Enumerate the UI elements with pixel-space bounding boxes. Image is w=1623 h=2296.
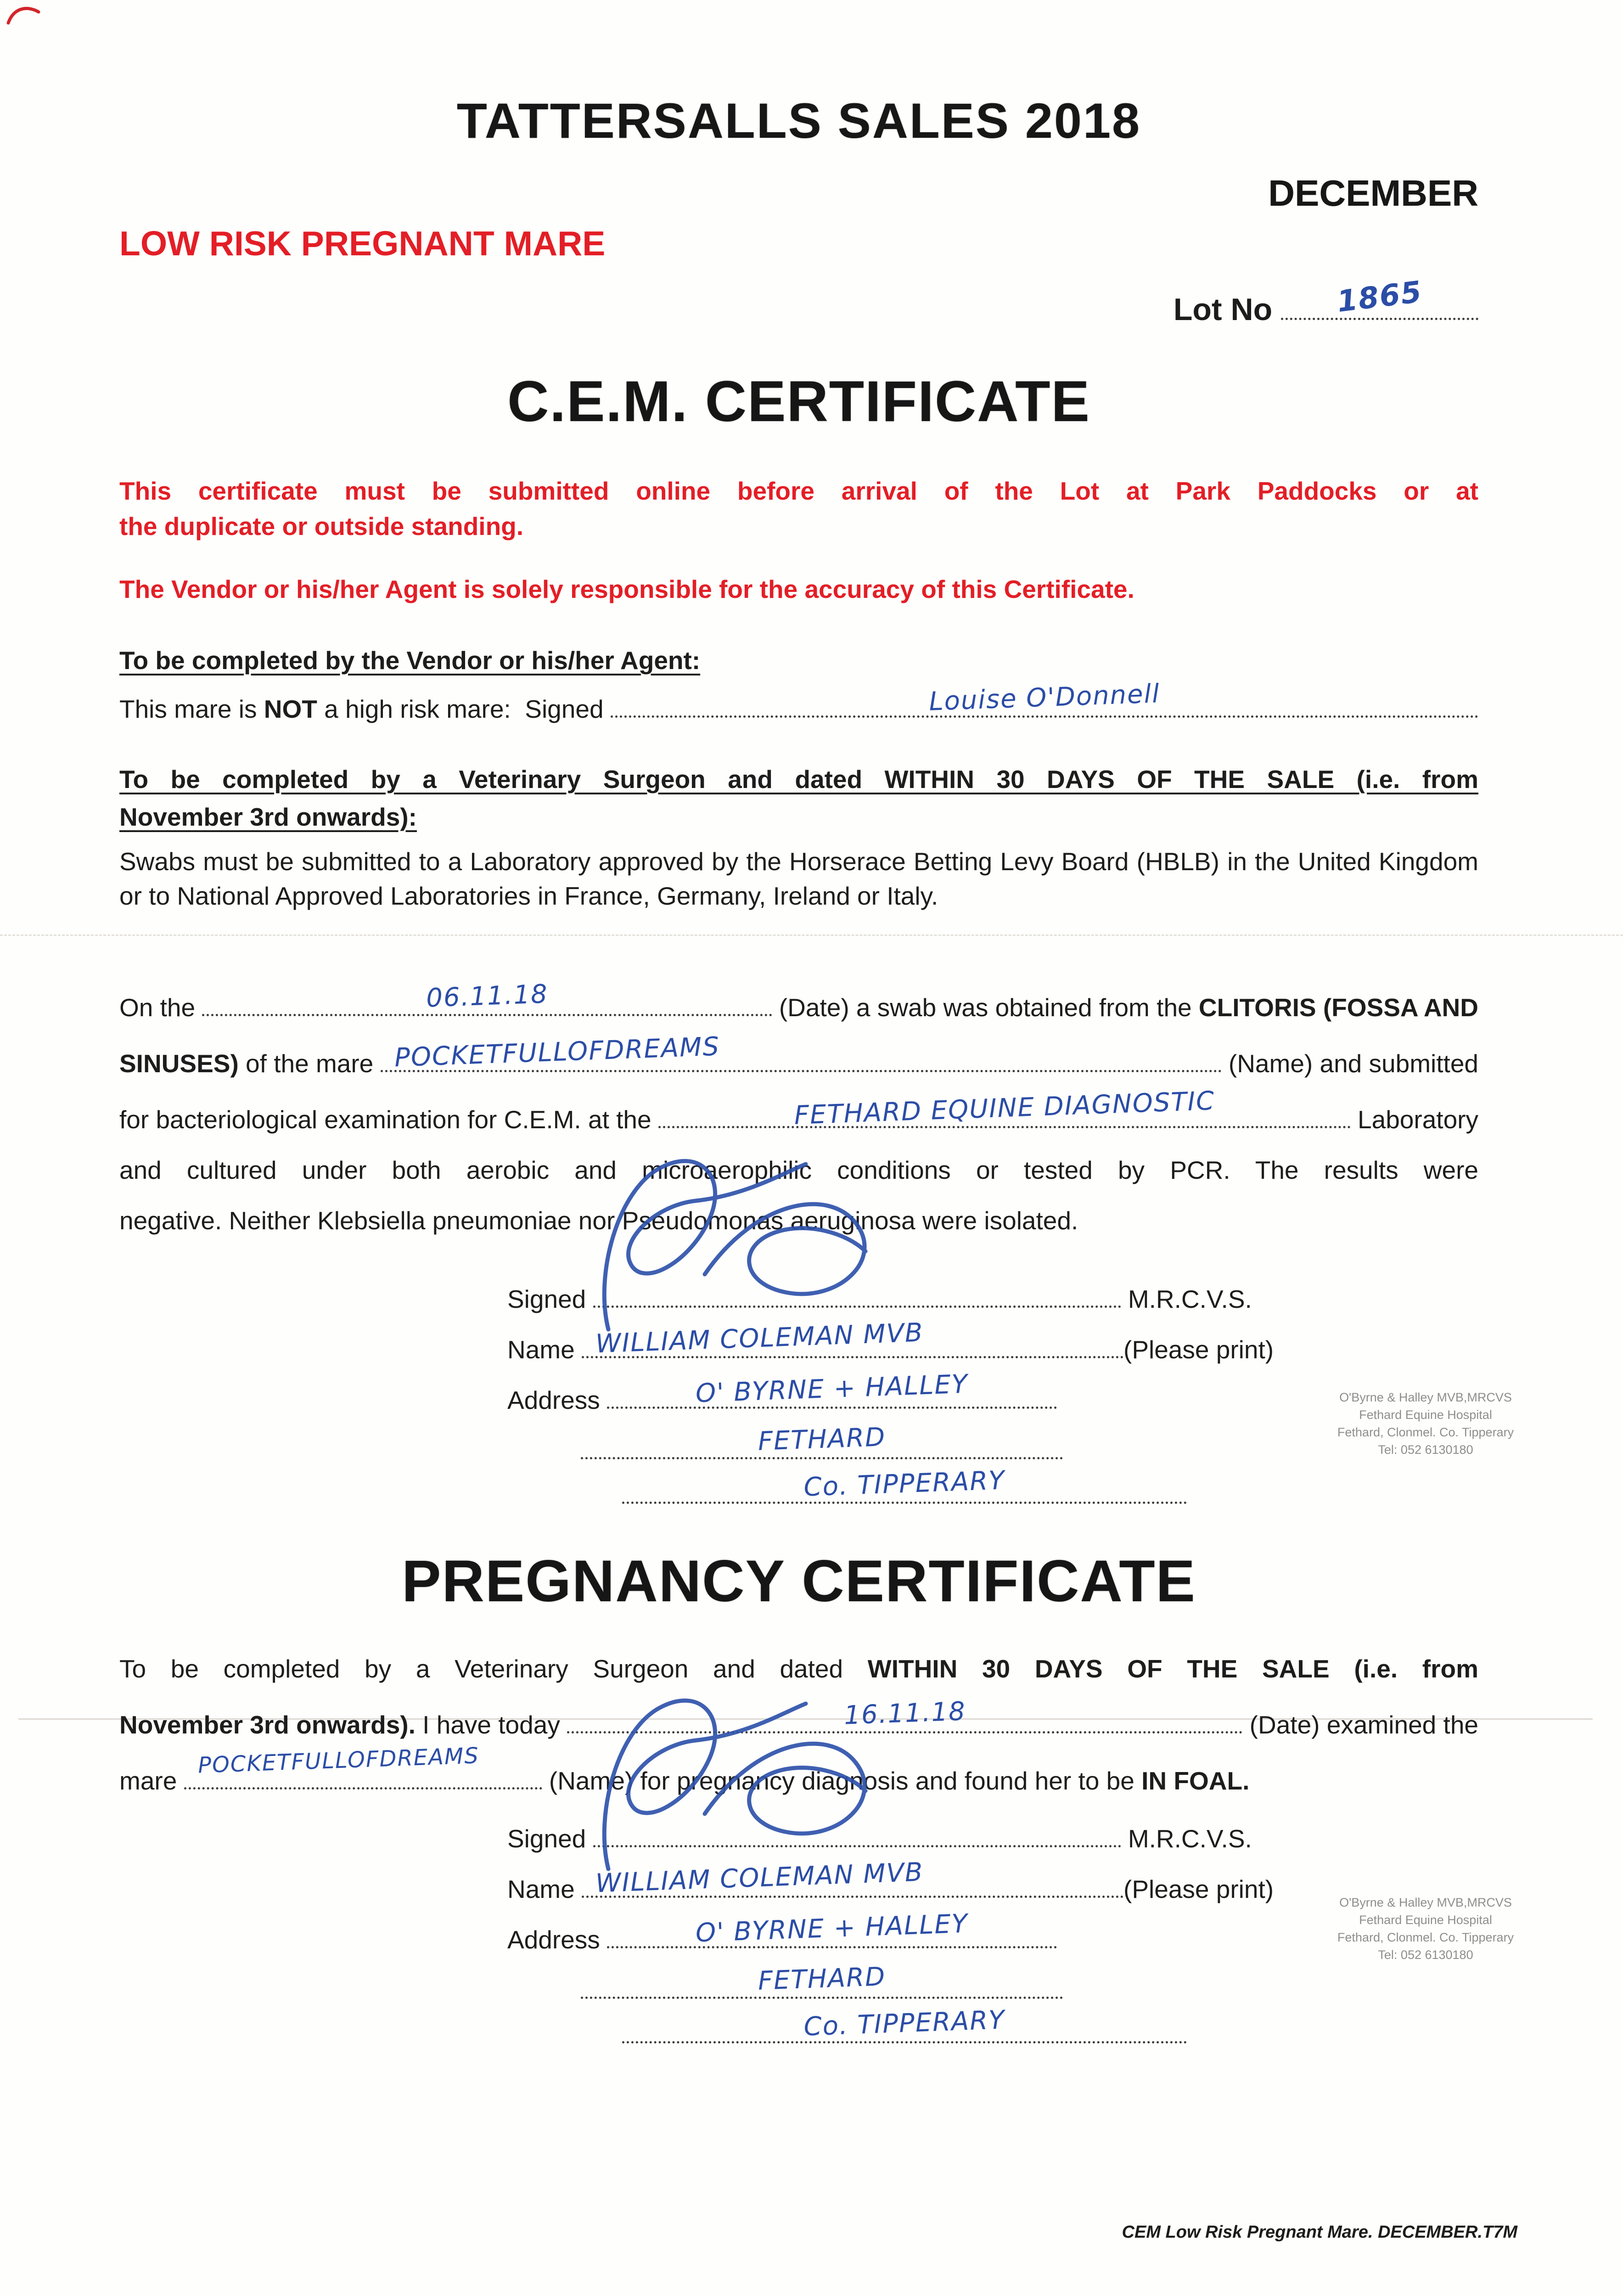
vet-heading-line: November 3rd onwards):	[119, 803, 417, 831]
vet-heading-line: To be completed by a Veterinary Surgeon and dated WITHIN 30 DAYS OF THE SALE (i.e. from	[119, 765, 1478, 793]
mrcvs-label: M.R.C.V.S.	[1121, 1824, 1252, 1853]
lot-number-value: 1865	[1335, 275, 1424, 320]
cem-body-line-3: for bacteriological examination for C.E.M. at the FETHARD EQUINE DIAGNOSTIC Laboratory	[119, 1086, 1478, 1134]
address-value-1: O' BYRNE + HALLEY	[695, 1908, 969, 1948]
mare-name-value-2: POCKETFULLOFDREAMS	[197, 1743, 480, 1778]
address-fill-2	[581, 1422, 1063, 1459]
signed-label: Signed	[507, 1285, 593, 1314]
lot-number-label: Lot No	[1173, 292, 1281, 327]
pregnancy-intro-line-3: mare POCKETFULLOFDREAMS (Name) for pregnancy diagnosis and found her to be IN FOAL.	[119, 1743, 1250, 1795]
address-label: Address	[507, 1925, 607, 1954]
vendor-signature-value: Louise O'Donnell	[928, 678, 1161, 717]
please-print-label: (Please print)	[1123, 1335, 1274, 1364]
lot-number-fill	[1281, 275, 1478, 320]
lot-number-line	[119, 275, 1478, 327]
vendor-declaration-line	[119, 678, 1478, 724]
address-value-3: Co. TIPPERARY	[803, 1465, 1006, 1503]
signed-fill	[593, 1279, 1121, 1308]
vet-practice-stamp	[1315, 1389, 1536, 1458]
stamp-line: O'Byrne & Halley MVB,MRCVS	[1339, 1896, 1512, 1910]
address-fill-1	[607, 1369, 1057, 1409]
mare-name-value: POCKETFULLOFDREAMS	[393, 1031, 720, 1073]
vet-name-value: WILLIAM COLEMAN MVB	[595, 1857, 924, 1899]
signed-fill	[593, 1818, 1121, 1847]
page-title: TATTERSALLS SALES 2018	[456, 93, 1141, 148]
vendor-signature-fill	[611, 678, 1478, 718]
address-row	[507, 1465, 1478, 1504]
cem-body-line-1: On the 06.11.18 (Date) a swab was obtained from the CLITORIS (FOSSA AND	[119, 979, 1478, 1022]
exam-date-value: 16.11.18	[843, 1696, 966, 1731]
cem-body-paragraph	[119, 979, 1478, 1235]
stamp-line: Tel: 052 6130180	[1378, 1947, 1473, 1962]
name-label: Name	[507, 1875, 582, 1904]
name-label: Name	[507, 1335, 582, 1364]
swabs-paragraph: Swabs must be submitted to a Laboratory approved by the Horserace Betting Levy Board (HBLB) in the United Kingdom or to National Approved Laboratories in France, Germany, Ireland or Italy.	[119, 847, 1478, 911]
stamp-line: Tel: 052 6130180	[1378, 1442, 1473, 1457]
name-fill	[582, 1857, 1123, 1899]
responsibility-notice: The Vendor or his/her Agent is solely responsible for the accuracy of this Certificate.	[119, 575, 1134, 603]
cem-body-line-4: and cultured under both aerobic and microaerophilic conditions or tested by PCR. The results were	[119, 1156, 1478, 1185]
form-reference-footer: CEM Low Risk Pregnant Mare. DECEMBER.T7M	[1122, 2223, 1517, 2242]
notice-line: the duplicate or outside standing.	[119, 512, 524, 540]
address-fill-2	[581, 1962, 1063, 1999]
vet-name-value: WILLIAM COLEMAN MVB	[595, 1317, 924, 1359]
vendor-text: This mare is	[119, 694, 264, 723]
swab-date-value: 06.11.18	[426, 979, 549, 1013]
swab-date-fill	[202, 979, 772, 1016]
pregnancy-signature-block	[507, 1818, 1514, 2043]
cem-body-line-5: negative. Neither Klebsiella pneumoniae nor Pseudomonas aeruginosa were isolated.	[119, 1206, 1078, 1235]
stamp-line: Fethard Equine Hospital	[1359, 1913, 1492, 1927]
submission-notice	[119, 473, 1478, 544]
signed-row	[507, 1279, 1478, 1314]
address-fill-1	[607, 1908, 1057, 1948]
stamp-line: O'Byrne & Halley MVB,MRCVS	[1339, 1390, 1512, 1405]
address-value-2: FETHARD	[757, 1962, 887, 1997]
stamp-line: Fethard, Clonmel. Co. Tipperary	[1337, 1425, 1514, 1439]
notice-line: This certificate must be submitted online before arrival of the Lot at Park Paddocks or at	[119, 477, 1478, 505]
pregnancy-intro-line-2: November 3rd onwards). I have today 16.11.18 (Date) examined the	[119, 1696, 1478, 1739]
mare-name-fill-2	[184, 1743, 542, 1790]
address-value-2: FETHARD	[757, 1422, 887, 1457]
address-fill-3	[622, 2005, 1187, 2043]
address-fill-3	[622, 1465, 1187, 1504]
pregnancy-certificate-heading: PREGNANCY CERTIFICATE	[402, 1548, 1196, 1615]
address-label: Address	[507, 1386, 607, 1415]
signed-row	[507, 1818, 1478, 1853]
address-value-3: Co. TIPPERARY	[803, 2005, 1006, 2042]
laboratory-value: FETHARD EQUINE DIAGNOSTIC	[793, 1086, 1216, 1131]
vet-practice-stamp	[1315, 1894, 1536, 1964]
cem-certificate-heading: C.E.M. CERTIFICATE	[507, 370, 1090, 433]
name-row	[507, 1317, 1478, 1364]
laboratory-fill	[658, 1086, 1351, 1131]
address-value-1: O' BYRNE + HALLEY	[695, 1369, 969, 1409]
mare-category-label: LOW RISK PREGNANT MARE	[119, 224, 606, 263]
vet-section-heading	[119, 760, 1478, 836]
vendor-text-not: NOT	[264, 694, 317, 723]
stamp-line: Fethard, Clonmel. Co. Tipperary	[1337, 1930, 1514, 1944]
mrcvs-label: M.R.C.V.S.	[1121, 1285, 1252, 1314]
stamp-line: Fethard Equine Hospital	[1359, 1408, 1492, 1422]
signed-label: Signed	[507, 1824, 593, 1853]
cem-body-line-2: SINUSES) of the mare POCKETFULLOFDREAMS (Name) and submitted	[119, 1031, 1478, 1078]
red-scan-mark	[6, 4, 42, 27]
address-row	[507, 1962, 1478, 1999]
pregnancy-intro-line-1: To be completed by a Veterinary Surgeon and dated WITHIN 30 DAYS OF THE SALE (i.e. from	[119, 1654, 1478, 1683]
vendor-text: a high risk mare: Signed	[317, 694, 611, 723]
address-row	[507, 2005, 1478, 2043]
sale-month-label: DECEMBER	[1268, 173, 1478, 214]
name-fill	[582, 1317, 1123, 1359]
pregnancy-intro-paragraph	[119, 1654, 1478, 1795]
cem-signature-block	[507, 1279, 1514, 1504]
exam-date-fill	[567, 1696, 1242, 1733]
please-print-label: (Please print)	[1123, 1875, 1274, 1904]
vendor-section-heading: To be completed by the Vendor or his/her Agent:	[119, 646, 701, 675]
